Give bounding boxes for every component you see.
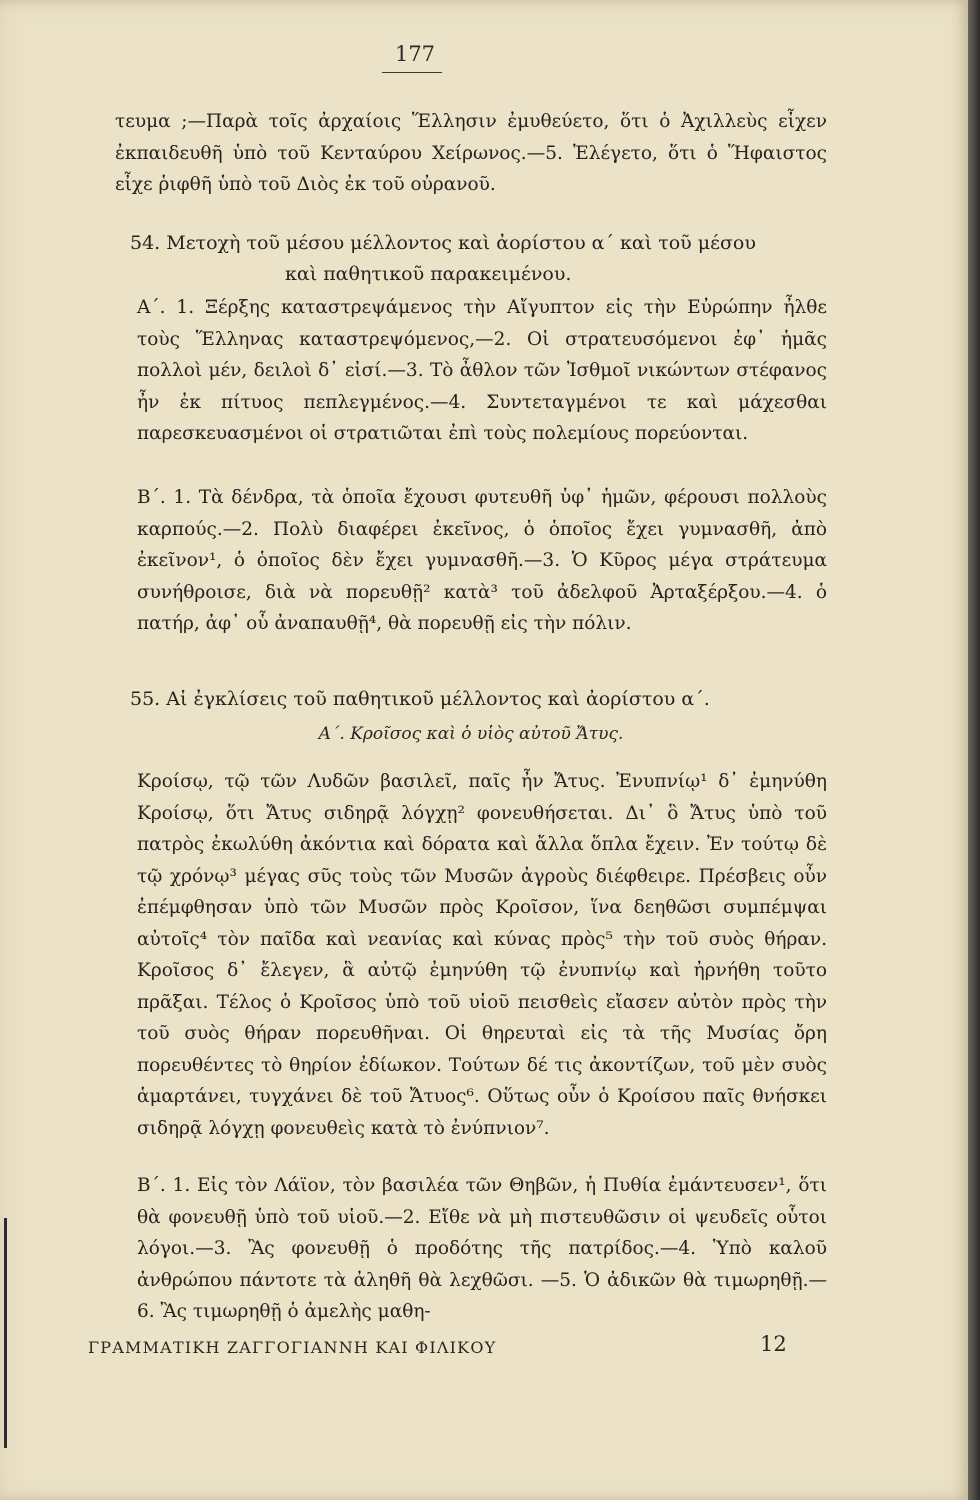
section-55-part-b: [115, 1170, 827, 1328]
book-edge-shadow: [968, 0, 980, 1500]
section-54-title-line1: 54. Μετοχὴ τοῦ μέσου μέλλοντος καὶ ἀορίστου α΄ καὶ τοῦ μέσου: [130, 232, 756, 254]
page-number: 177: [394, 42, 436, 66]
section-54-title-line2: καὶ παθητικοῦ παρακειμένου.: [285, 263, 572, 285]
section-54-part-a: [115, 292, 827, 450]
section-55-title: 55. Αἱ ἐγκλίσεις τοῦ παθητικοῦ μέλλοντος καὶ ἀορίστου α΄.: [130, 688, 710, 710]
section-54-heading: [130, 228, 830, 290]
section-54-part-b: [115, 482, 827, 640]
footer-book-title: ΓΡΑΜΜΑΤΙΚΗ ΖΑΓΓΟΓΙΑΝΝΗ ΚΑΙ ΦΙΛΙΚΟΥ: [88, 1338, 497, 1357]
intro-text: τευμα ;—Παρὰ τοῖς ἀρχαίοις Ἕλλησιν ἐμυθεύετο, ὅτι ὁ Ἀχιλλεὺς εἶχεν ἐκπαιδευθῆ ὑπὸ τοῦ Κενταύρου Χείρωνος.—5. Ἐλέγετο, ὅτι ὁ Ἥφαιστος εἶχε ῥιφθῆ ὑπὸ τοῦ Διὸς ἐκ τοῦ οὐρανοῦ.: [115, 111, 827, 195]
page-number-rule: [382, 72, 442, 73]
footer-signature-number: 12: [760, 1332, 787, 1356]
section-55-subtitle: Α΄. Κροῖσος καὶ ὁ υἱὸς αὐτοῦ Ἄτυς.: [318, 724, 624, 744]
binding-mark: [4, 1218, 7, 1448]
section-54-part-b-text: Β΄. 1. Τὰ δένδρα, τὰ ὁποῖα ἔχουσι φυτευθῆ ὑφ᾽ ἡμῶν, φέρουσι πολλοὺς καρπούς.—2. Πολὺ διαφέρει ἐκεῖνος, ὁ ὁποῖος ἔχει γυμνασθῆ, ἀπὸ ἐκεῖνον¹, ὁ ὁποῖος δὲν ἔχει γυμνασθῆ.—3. Ὁ Κῦρος μέγα στράτευμα συνήθροισε, διὰ νὰ πορευθῇ² κατὰ³ τοῦ ἀδελφοῦ Ἀρταξέρξου.—4. ὁ πατήρ, ἀφ᾽ οὗ ἀναπαυθῇ⁴, θὰ πορευθῇ εἰς τὴν πόλιν.: [137, 487, 827, 634]
section-55-part-b-text: Β΄. 1. Εἰς τὸν Λάϊον, τὸν βασιλέα τῶν Θηβῶν, ἡ Πυθία ἐμάντευσεν¹, ὅτι θὰ φονευθῇ ὑπὸ τοῦ υἱοῦ.—2. Εἴθε νὰ μὴ πιστευθῶσιν οἱ ψευδεῖς οὗτοι λόγοι.—3. Ἂς φονευθῇ ὁ προδότης τῆς πατρίδος.—4. Ὑπὸ καλοῦ ἀνθρώπου πάντοτε τὰ ἀληθῆ θὰ λεχθῶσι. —5. Ὁ ἀδικῶν θὰ τιμωρηθῇ.—6. Ἂς τιμωρηθῇ ὁ ἀμελὴς μαθη-: [137, 1175, 827, 1322]
section-54-part-a-text: Α΄. 1. Ξέρξης καταστρεψάμενος τὴν Αἴγυπτον εἰς τὴν Εὐρώπην ἦλθε τοὺς Ἕλληνας καταστρεψόμενος,—2. Οἱ στρατευσόμενοι ἐφ᾽ ἡμᾶς πολλοὶ μέν, δειλοὶ δ᾽ εἰσί.—3. Τὸ ἆθλον τῶν Ἰσθμοῖ νικώντων στέφανος ἦν ἐκ πίτυος πεπλεγμένος.—4. Συντεταγμένοι τε καὶ μάχεσθαι παρεσκευασμένοι οἱ στρατιῶται ἐπὶ τοὺς πολεμίους πορεύονται.: [137, 297, 827, 444]
section-55-heading: [130, 684, 830, 715]
intro-paragraph: [115, 106, 827, 201]
section-55-story-text: Κροίσῳ, τῷ τῶν Λυδῶν βασιλεῖ, παῖς ἦν Ἄτυς. Ἐνυπνίῳ¹ δ᾽ ἐμηνύθη Κροίσῳ, ὅτι Ἄτυς σιδηρᾷ λόγχῃ² φονευθήσεται. Δι᾽ ὃ Ἄτυς ὑπὸ τοῦ πατρὸς ἐκωλύθη ἀκόντια καὶ δόρατα καὶ ἄλλα ὅπλα ἔχειν. Ἐν τούτῳ δὲ τῷ χρόνῳ³ μέγας σῦς τοὺς τῶν Μυσῶν ἀγροὺς διέφθειρε. Πρέσβεις οὖν ἐπέμφθησαν ὑπὸ τῶν Μυσῶν πρὸς Κροῖσον, ἵνα δεηθῶσι συμπέμψαι αὐτοῖς⁴ τὸν παῖδα καὶ νεανίας καὶ κύνας πρὸς⁵ τὴν τοῦ συὸς θήραν. Κροῖσος δ᾽ ἔλεγεν, ἃ αὐτῷ ἐμηνύθη τῷ ἐνυπνίῳ καὶ ἠρνήθη τοῦτο πρᾶξαι. Τέλος ὁ Κροῖσος ὑπὸ τοῦ υἱοῦ πεισθεὶς εἴασεν αὐτὸν πρὸς τὴν τοῦ συὸς θήραν πορευθῆναι. Οἱ θηρευταὶ εἰς τὰ τῆς Μυσίας ὄρη πορευθέντες τὸ θηρίον ἐδίωκον. Τούτων δέ τις ἀκοντίζων, τοῦ μὲν συὸς ἁμαρτάνει, τυγχάνει δὲ τοῦ Ἄτυος⁶. Οὕτως οὖν ὁ Κροίσου παῖς θνήσκει σιδηρᾷ λόγχῃ φονευθεὶς κατὰ τὸ ἐνύπνιον⁷.: [137, 771, 827, 1139]
section-55-story: [115, 766, 827, 1144]
